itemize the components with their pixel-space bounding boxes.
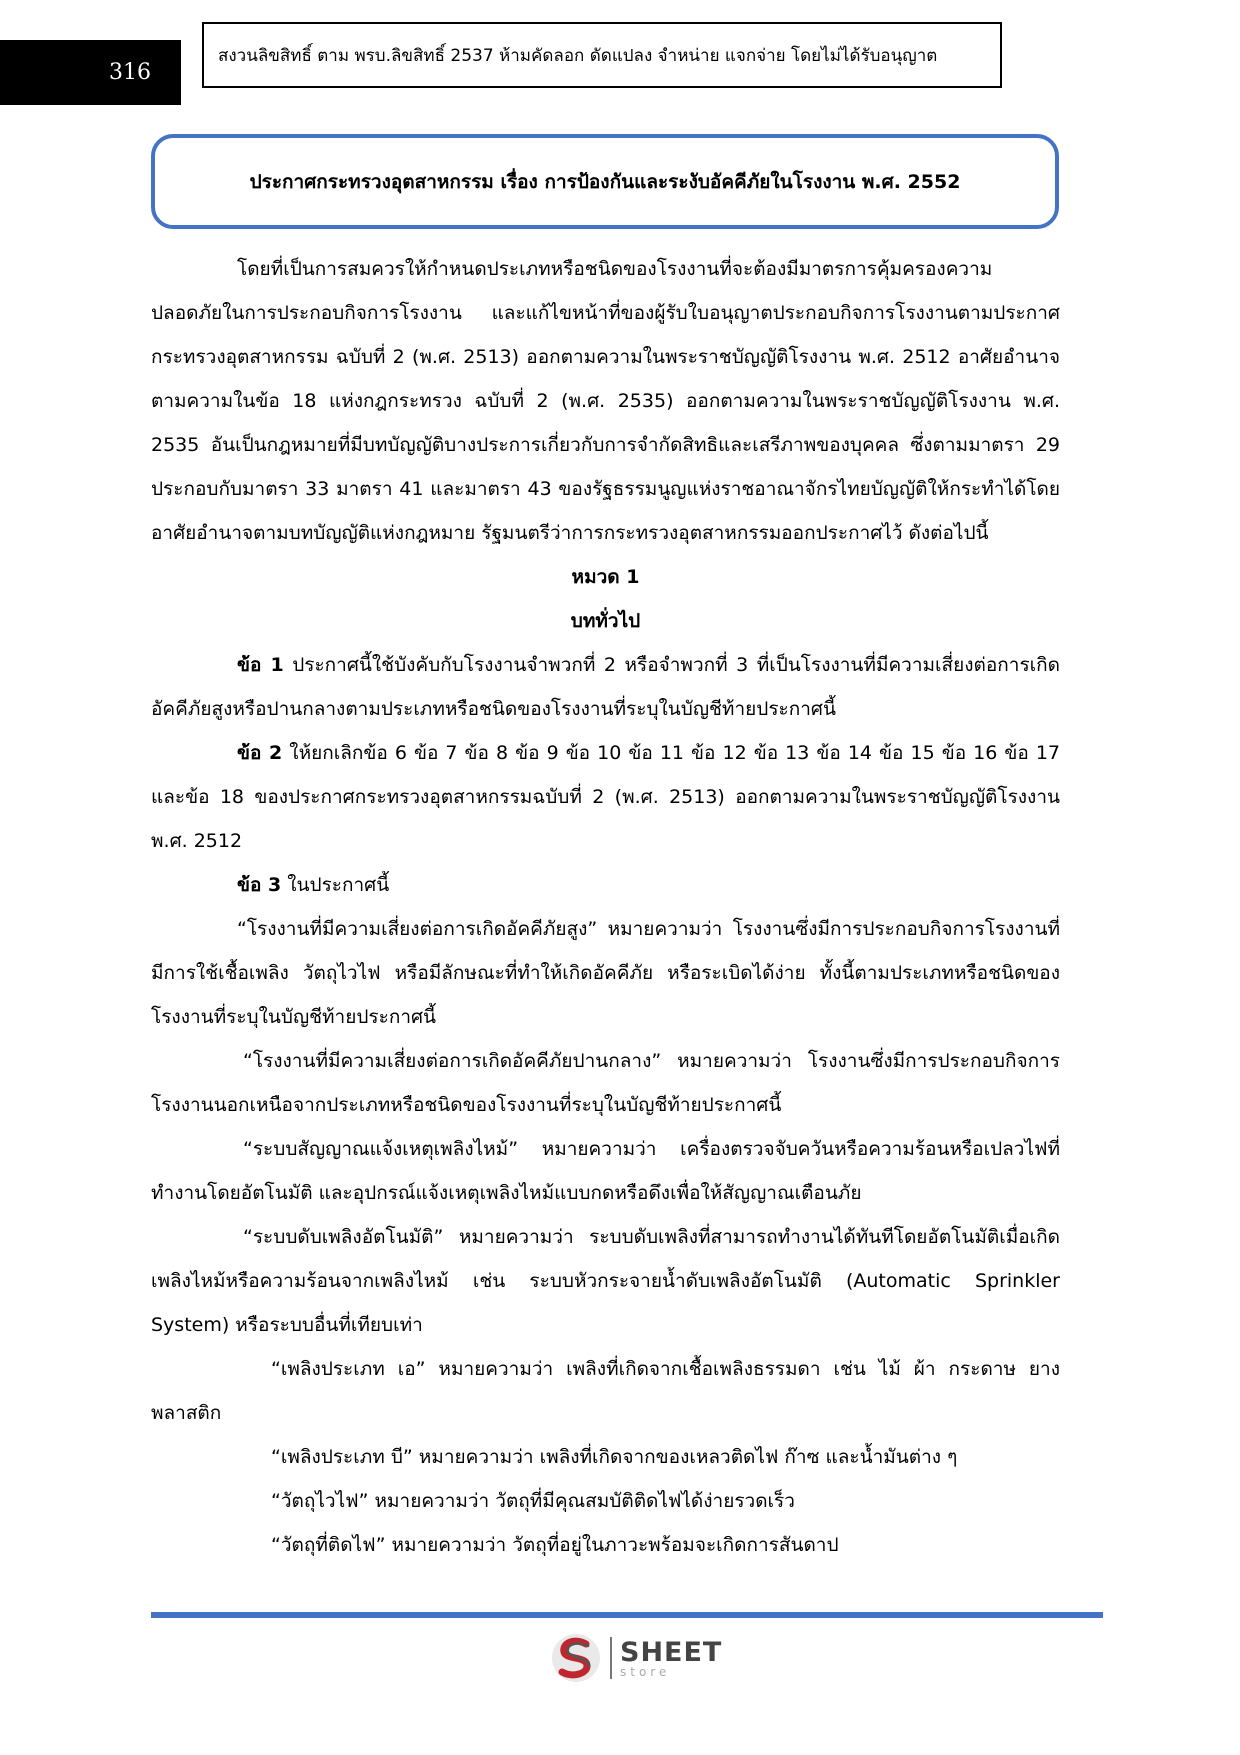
sheet-logo-icon xyxy=(550,1632,602,1684)
preamble-paragraph: โดยที่เป็นการสมควรให้กำหนดประเภทหรือชนิดของโรงงานที่จะต้องมีมาตรการคุ้มครองความปลอดภัยในการประกอบกิจการโรงงาน และแก้ไขหน้าที่ของผู้รับใบอนุญาตประกอบกิจการโรงงานตามประกาศกระทรวงอุตสาหกรรม ฉบับที่ 2 (พ.ศ. 2513) ออกตามความในพระราชบัญญัติโรงงาน พ.ศ. 2512 อาศัยอำนาจตามความในข้อ 18 แห่งกฎกระทรวง ฉบับที่ 2 (พ.ศ. 2535) ออกตามความในพระราชบัญญัติโรงงาน พ.ศ. 2535 อันเป็นกฎหมายที่มีบทบัญญัติบางประการเกี่ยวกับการจำกัดสิทธิและเสรีภาพของบุคคล ซึ่งตามมาตรา 29 ประกอบกับมาตรา 33 มาตรา 41 และมาตรา 43 ของรัฐธรรมนูญแห่งราชอาณาจักรไทยบัญญัติให้กระทำได้โดยอาศัยอำนาจตามบทบัญญัติแห่งกฎหมาย รัฐมนตรีว่าการกระทรวงอุตสาหกรรมออกประกาศไว้ ดังต่อไปนี้ xyxy=(151,258,1060,544)
logo-separator xyxy=(610,1637,612,1679)
page-number: 316 xyxy=(0,40,181,105)
definition-paragraph: “เพลิงประเภท เอ” หมายความว่า เพลิงที่เกิดจากเชื้อเพลิงธรรมดา เช่น ไม้ ผ้า กระดาษ ยาง พลาสติก xyxy=(151,1358,1060,1424)
clause-text: ประกาศนี้ใช้บังคับกับโรงงานจำพวกที่ 2 หรือจำพวกที่ 3 ที่เป็นโรงงานที่มีความเสี่ยงต่อการเกิดอัคคีภัยสูงหรือปานกลางตามประเภทหรือชนิดของโรงงานที่ระบุในบัญชีท้ายประกาศนี้ xyxy=(151,654,1061,720)
document-title: ประกาศกระทรวงอุตสาหกรรม เรื่อง การป้องกันและระงับอัคคีภัยในโรงงาน พ.ศ. 2552 xyxy=(151,134,1059,229)
clause-paragraph xyxy=(151,863,1060,907)
clause-label: ข้อ 2 xyxy=(237,742,283,764)
clause-text: ให้ยกเลิกข้อ 6 ข้อ 7 ข้อ 8 ข้อ 9 ข้อ 10 ข้อ 11 ข้อ 12 ข้อ 13 ข้อ 14 ข้อ 15 ข้อ 16 ข้อ 17 และข้อ 18 ของประกาศกระทรวงอุตสาหกรรมฉบับที่ 2 (พ.ศ. 2513) ออกตามความในพระราชบัญญัติโรงงาน พ.ศ. 2512 xyxy=(151,742,1061,852)
definition-paragraph: “ระบบดับเพลิงอัตโนมัติ” หมายความว่า ระบบดับเพลิงที่สามารถทำงานได้ทันทีโดยอัตโนมัติเมื่อเกิดเพลิงไหม้หรือความร้อนจากเพลิงไหม้ เช่น ระบบหัวกระจายน้ำดับเพลิงอัตโนมัติ (Automatic Sprinkler System) หรือระบบอื่นที่เทียบเท่า xyxy=(151,1226,1060,1336)
logo-main-text: SHEET xyxy=(620,1636,723,1668)
clause-paragraph xyxy=(151,731,1060,863)
definition-paragraph: “ระบบสัญญาณแจ้งเหตุเพลิงไหม้” หมายความว่า เครื่องตรวจจับควันหรือความร้อนหรือเปลวไฟที่ทำงานโดยอัตโนมัติ และอุปกรณ์แจ้งเหตุเพลิงไหม้แบบกดหรือดึงเพื่อให้สัญญาณเตือนภัย xyxy=(151,1138,1060,1204)
clause-text: ในประกาศนี้ xyxy=(281,874,390,896)
sheet-store-logo xyxy=(550,1632,722,1684)
chapter-subheading: บททั่วไป xyxy=(570,610,641,632)
clause-label: ข้อ 1 xyxy=(237,654,284,676)
logo-wordmark xyxy=(620,1636,723,1679)
clause-label: ข้อ 3 xyxy=(237,874,282,896)
definition-paragraph: “โรงงานที่มีความเสี่ยงต่อการเกิดอัคคีภัยปานกลาง” หมายความว่า โรงงานซึ่งมีการประกอบกิจการโรงงานนอกเหนือจากประเภทหรือชนิดของโรงงานที่ระบุในบัญชีท้ายประกาศนี้ xyxy=(151,1050,1060,1116)
footer-divider xyxy=(151,1612,1103,1618)
definition-paragraph: “เพลิงประเภท บี” หมายความว่า เพลิงที่เกิดจากของเหลวติดไฟ ก๊าซ และน้ำมันต่าง ๆ xyxy=(271,1446,958,1468)
definition-paragraph: “โรงงานที่มีความเสี่ยงต่อการเกิดอัคคีภัยสูง” หมายความว่า โรงงานซึ่งมีการประกอบกิจการโรงงานที่มีการใช้เชื้อเพลิง วัตถุไวไฟ หรือมีลักษณะที่ทำให้เกิดอัคคีภัย หรือระเบิดได้ง่าย ทั้งนี้ตามประเภทหรือชนิดของโรงงานที่ระบุในบัญชีท้ายประกาศนี้ xyxy=(151,918,1060,1028)
copyright-notice: สงวนลิขสิทธิ์ ตาม พรบ.ลิขสิทธิ์ 2537 ห้ามคัดลอก ดัดแปลง จำหน่าย แจกจ่าย โดยไม่ได้รับอนุญาต xyxy=(202,22,1002,88)
logo-sub-text: store xyxy=(620,1664,671,1679)
chapter-heading: หมวด 1 xyxy=(571,566,640,588)
document-body xyxy=(151,247,1060,1567)
definition-paragraph: “วัตถุที่ติดไฟ” หมายความว่า วัตถุที่อยู่ในภาวะพร้อมจะเกิดการสันดาป xyxy=(271,1534,839,1556)
clause-paragraph xyxy=(151,643,1060,731)
definition-paragraph: “วัตถุไวไฟ” หมายความว่า วัตถุที่มีคุณสมบัติติดไฟได้ง่ายรวดเร็ว xyxy=(271,1490,795,1512)
